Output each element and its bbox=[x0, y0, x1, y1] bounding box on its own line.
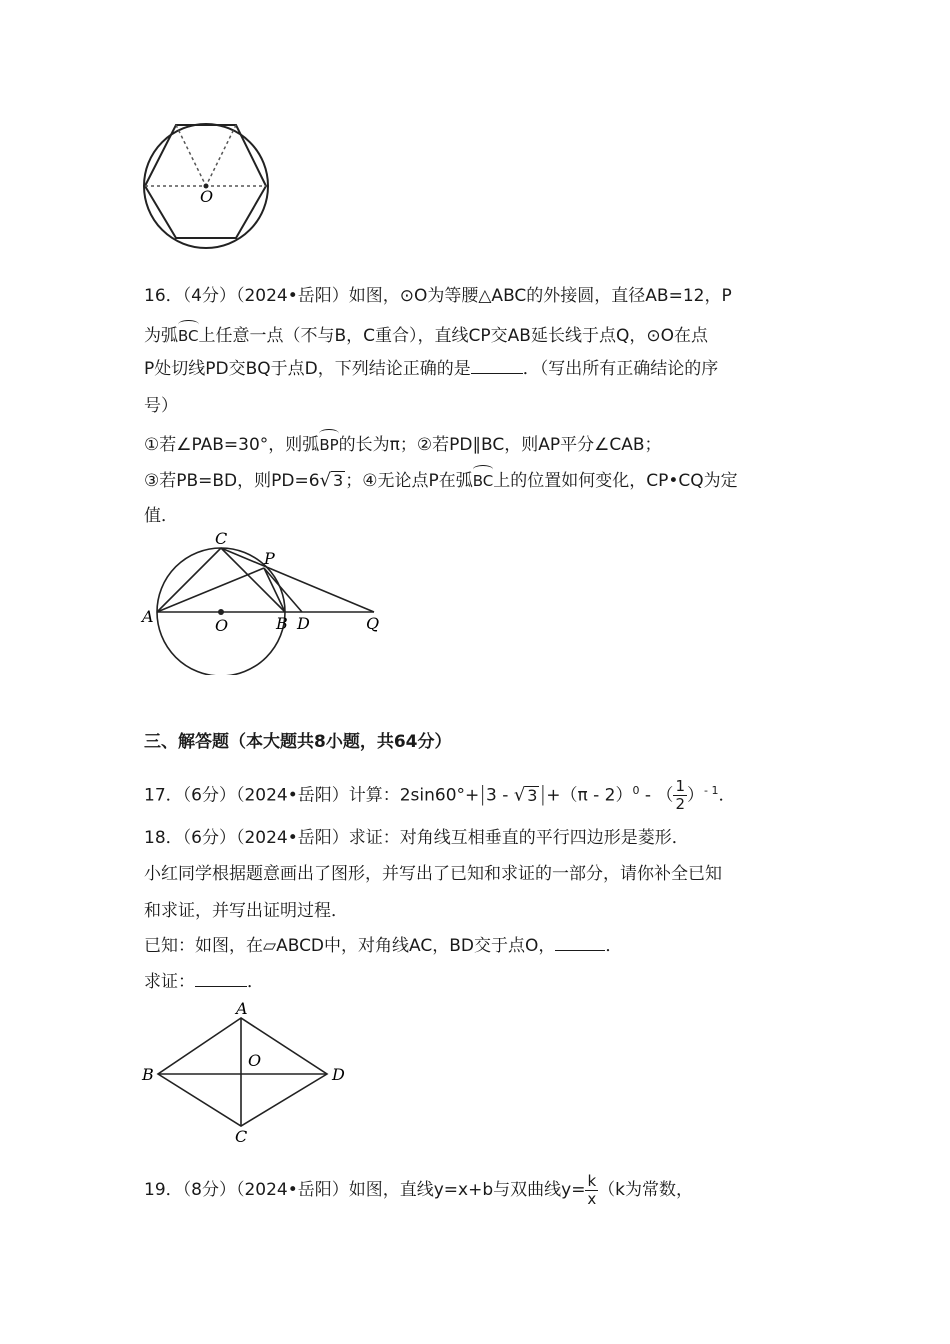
arc-bc-2: BC bbox=[473, 465, 494, 493]
prove-blank bbox=[195, 970, 247, 987]
q18-prove: 求证： ． bbox=[144, 972, 264, 992]
label-a: A bbox=[236, 999, 248, 1018]
line-ac bbox=[157, 548, 221, 612]
fraction-one-half: $\frac{1}{2}$ bbox=[675, 777, 685, 814]
q17-line: 17．（6分）（2024•岳阳）计算：2sin60°+|3 - √ 3 |+（π - 2）$^0$ - （ $\frac{1}{2}$ ）$^{- 1}$． bbox=[144, 777, 736, 814]
q16-line4: 号） bbox=[144, 396, 178, 416]
label-a: A bbox=[142, 607, 154, 626]
rhombus-abcd bbox=[158, 1018, 327, 1126]
answer-blank bbox=[471, 357, 523, 374]
center-label: O bbox=[200, 187, 214, 206]
line-cq bbox=[221, 548, 374, 612]
sqrt-3: 3 bbox=[527, 785, 538, 805]
label-p: P bbox=[264, 549, 275, 568]
rhombus-figure bbox=[138, 998, 353, 1153]
q16-line1: 16．（4分）（2024•岳阳）如图，⊙O为等腰△ABC的外接圆，直径AB=12，P bbox=[144, 286, 732, 306]
circle-tangent-figure bbox=[138, 530, 388, 680]
arc-bp: BP bbox=[319, 429, 338, 457]
hexagon-figure bbox=[140, 120, 272, 257]
q16-option3: ③若PB=BD，则PD=6√ 3 ；④无论点P在弧BC上的位置如何变化，CP•CQ为定 bbox=[144, 465, 738, 493]
fraction-k-over-x: $\frac{k}{x}$ bbox=[587, 1171, 597, 1208]
q16-line3: P处切线PD交BQ于点D，下列结论正确的是 ．（写出所有正确结论的序 bbox=[144, 359, 719, 379]
q18-line2: 小红同学根据题意画出了图形，并写出了已知和求证的一部分，请你补全已知 bbox=[144, 864, 722, 884]
radius-dashed-left bbox=[176, 125, 206, 186]
label-q: Q bbox=[366, 614, 380, 633]
center-dot bbox=[218, 609, 224, 615]
label-o: O bbox=[215, 616, 229, 635]
label-o: O bbox=[248, 1051, 262, 1070]
label-c: C bbox=[215, 530, 228, 548]
q18-known: 已知：如图，在▱ABCD中，对角线AC，BD交于点O， ． bbox=[144, 936, 623, 956]
q16-line-end: 值． bbox=[144, 506, 178, 526]
label-c: C bbox=[235, 1127, 248, 1146]
q19-line: 19．（8分）（2024•岳阳）如图，直线y=x+b与双曲线y= $\frac{k}{x}$ （k为常数， bbox=[144, 1171, 693, 1208]
sqrt-3: 3 bbox=[333, 471, 344, 490]
line-ap bbox=[157, 568, 264, 612]
known-blank bbox=[555, 934, 605, 951]
label-b: B bbox=[142, 1065, 154, 1084]
section-heading: 三、解答题（本大题共8小题，共64分） bbox=[144, 732, 452, 752]
radius-dashed-right bbox=[206, 125, 236, 186]
label-d: D bbox=[332, 1065, 345, 1084]
arc-bc: BC bbox=[178, 320, 199, 348]
label-d: D bbox=[297, 614, 310, 633]
q16-line2: 为弧BC上任意一点（不与B，C重合），直线CP交AB延长线于点Q，⊙O在点 bbox=[144, 320, 708, 348]
label-b: B bbox=[276, 614, 288, 633]
q18-line3: 和求证，并写出证明过程． bbox=[144, 901, 348, 921]
q16-option1: ①若∠PAB=30°，则弧BP的长为π；②若PD∥BC，则AP平分∠CAB； bbox=[144, 429, 662, 457]
q18-line1: 18．（6分）（2024•岳阳）求证：对角线互相垂直的平行四边形是菱形． bbox=[144, 828, 689, 848]
